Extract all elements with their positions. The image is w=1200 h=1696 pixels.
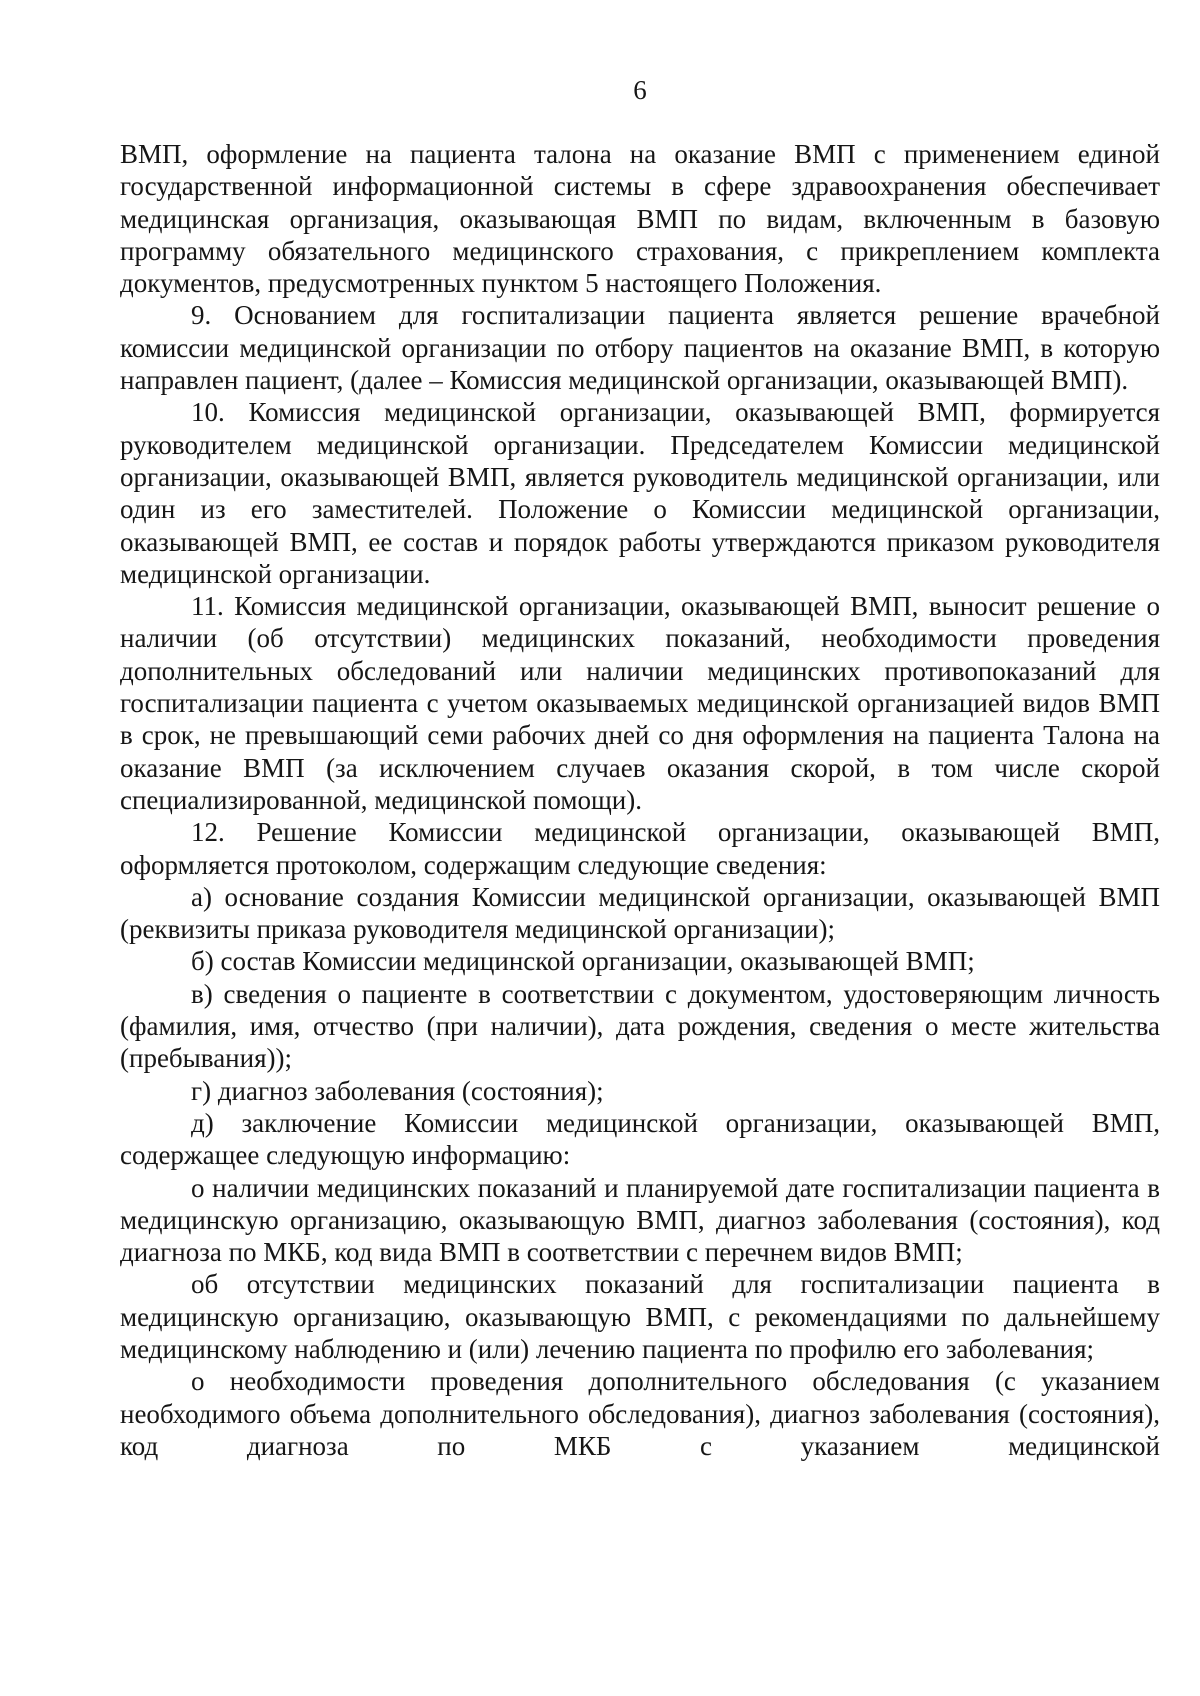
paragraph-item-12b: б) состав Комиссии медицинской организации, оказывающей ВМП; [191, 946, 975, 977]
paragraph-item-12: 12. Решение Комиссии медицинской организации, оказывающей ВМП, оформляется протоколом, содержащим следующие сведения: [120, 817, 1160, 880]
page-number: 6 [633, 75, 647, 105]
paragraph-item-10: 10. Комиссия медицинской организации, оказывающей ВМП, формируется руководителем медицинской организации. Председателем Комиссии медицинской организации, оказывающей ВМП, является руководитель медицинской организации, или один из его заместителей. Положение о Комиссии медицинской организации, оказывающей ВМП, ее состав и порядок работы утверждаются приказом руководителя медицинской организации. [120, 397, 1160, 589]
paragraph-item-9: 9. Основанием для госпитализации пациента является решение врачебной комиссии медицинской организации по отбору пациентов на оказание ВМП, в которую направлен пациент, (далее – Комиссия медицинской организации, оказывающей ВМП). [120, 300, 1160, 396]
paragraph-item-12a: а) основание создания Комиссии медицинской организации, оказывающей ВМП (реквизиты приказа руководителя медицинской организации); [120, 881, 1160, 945]
paragraph-conclusion-additional-exam: о необходимости проведения дополнительного обследования (с указанием необходимого объема дополнительного обследования), диагноз заболевания (состояния), код диагноза по МКБ с указанием медицинской [120, 1366, 1160, 1461]
paragraph-item-12d: д) заключение Комиссии медицинской организации, оказывающей ВМП, содержащее следующую информацию: [120, 1107, 1160, 1171]
paragraph-item-12g: г) диагноз заболевания (состояния); [191, 1075, 604, 1106]
paragraph-conclusion-no-indications: об отсутствии медицинских показаний для госпитализации пациента в медицинскую организацию, оказывающую ВМП, с рекомендациями по дальнейшему медицинскому наблюдению и (или) лечению пациента по профилю его заболевания; [120, 1269, 1160, 1364]
paragraph-item-12v: в) сведения о пациенте в соответствии с документом, удостоверяющим личность (фамилия, имя, отчество (при наличии), дата рождения, сведения о месте жительства (пребывания)); [120, 978, 1160, 1074]
paragraph-conclusion-indications: о наличии медицинских показаний и планируемой дате госпитализации пациента в медицинскую организацию, оказывающую ВМП, диагноз заболевания (состояния), код диагноза по МКБ, код вида ВМП в соответствии с перечнем видов ВМП; [120, 1172, 1160, 1268]
paragraph-item-11: 11. Комиссия медицинской организации, оказывающей ВМП, выносит решение о наличии (об отсутствии) медицинских показаний, необходимости проведения дополнительных обследований или наличии медицинских противопоказаний для госпитализации пациента с учетом оказываемых медицинской организацией видов ВМП в срок, не превышающий семи рабочих дней со дня оформления на пациента Талона на оказание ВМП (за исключением случаев оказания скорой, в том числе скорой специализированной, медицинской помощи). [120, 591, 1160, 815]
paragraph-continuation: ВМП, оформление на пациента талона на оказание ВМП с применением единой государственной информационной системы в сфере здравоохранения обеспечивает медицинская организация, оказывающая ВМП по видам, включенным в базовую программу обязательного медицинского страхования, с прикреплением комплекта документов, предусмотренных пунктом 5 настоящего Положения. [120, 139, 1160, 299]
document-body [120, 138, 1160, 1462]
